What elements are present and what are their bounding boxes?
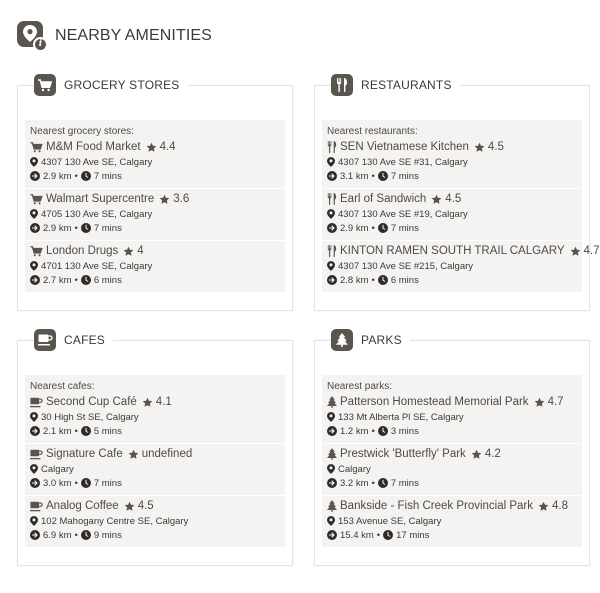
star-icon: [123, 246, 134, 257]
map-pin-icon: [30, 157, 38, 167]
item-rating: 4.2: [484, 448, 501, 460]
map-pin-icon: [30, 412, 38, 422]
item-time: 3 mins: [390, 425, 419, 437]
list-item[interactable]: [25, 137, 285, 189]
item-address: 4307 130 Ave SE, Calgary: [41, 156, 153, 168]
bullet-separator: •: [74, 170, 78, 182]
item-name[interactable]: Second Cup Café: [46, 396, 137, 408]
list-item[interactable]: [25, 241, 285, 293]
item-distance: 15.4 km: [340, 529, 374, 541]
utensils-icon: [331, 74, 353, 96]
clock-icon: [383, 530, 393, 540]
item-rating: 4.8: [552, 500, 569, 512]
amenity-list: [322, 375, 582, 548]
item-name[interactable]: Signature Cafe: [46, 448, 123, 460]
arrow-circle-icon: [30, 530, 40, 540]
cart-icon: [30, 194, 43, 205]
item-address: Calgary: [41, 463, 74, 475]
clock-icon: [81, 171, 91, 181]
clock-icon: [81, 530, 91, 540]
bullet-separator: •: [371, 222, 375, 234]
clock-icon: [378, 223, 388, 233]
bullet-separator: •: [74, 425, 78, 437]
item-distance: 2.1 km: [43, 425, 72, 437]
star-icon: [142, 397, 153, 408]
item-name[interactable]: London Drugs: [46, 245, 119, 257]
map-pin-icon: [327, 209, 335, 219]
arrow-circle-icon: [327, 530, 337, 540]
item-name[interactable]: KINTON RAMEN SOUTH TRAIL CALGARY: [340, 245, 565, 257]
bullet-separator: •: [371, 425, 375, 437]
item-distance: 6.9 km: [43, 529, 72, 541]
coffee-icon: [30, 449, 43, 460]
map-pin-info-icon: i: [17, 21, 47, 51]
item-time: 17 mins: [396, 529, 430, 541]
star-icon: [124, 501, 135, 512]
card-header: [34, 329, 113, 351]
amenity-card-cafes: [17, 333, 293, 566]
map-pin-icon: [327, 261, 335, 271]
arrow-circle-icon: [30, 426, 40, 436]
utensils-icon: [327, 141, 337, 153]
clock-icon: [81, 478, 91, 488]
list-item[interactable]: [322, 392, 582, 444]
item-address: 4307 130 Ave SE #19, Calgary: [338, 208, 468, 220]
item-distance: 2.8 km: [340, 274, 369, 286]
list-item[interactable]: [322, 444, 582, 496]
card-header: [331, 329, 410, 351]
item-name[interactable]: Bankside - Fish Creek Provincial Park: [340, 500, 534, 512]
item-distance: 3.0 km: [43, 477, 72, 489]
item-name[interactable]: Walmart Supercentre: [46, 193, 155, 205]
arrow-circle-icon: [327, 478, 337, 488]
page-title: NEARBY AMENITIES: [55, 27, 212, 44]
star-icon: [570, 246, 581, 257]
item-rating: 4.5: [487, 141, 504, 153]
bullet-separator: •: [371, 274, 375, 286]
map-pin-icon: [327, 464, 335, 474]
bullet-separator: •: [74, 529, 78, 541]
star-icon: [538, 501, 549, 512]
list-item[interactable]: [322, 496, 582, 548]
item-name[interactable]: M&M Food Market: [46, 141, 141, 153]
item-time: 9 mins: [93, 529, 122, 541]
item-rating: 3.6: [173, 193, 190, 205]
item-distance: 2.9 km: [340, 222, 369, 234]
star-icon: [471, 449, 482, 460]
arrow-circle-icon: [30, 171, 40, 181]
star-icon: [128, 449, 139, 460]
amenity-list: [25, 120, 285, 293]
item-address: 4705 130 Ave SE, Calgary: [41, 208, 153, 220]
item-address: 153 Avenue SE, Calgary: [338, 515, 442, 527]
item-rating: undefined: [141, 448, 193, 460]
item-address: 4307 130 Ave SE #215, Calgary: [338, 260, 474, 272]
cart-icon: [30, 246, 43, 257]
arrow-circle-icon: [30, 223, 40, 233]
utensils-icon: [327, 245, 337, 257]
card-title: CAFES: [64, 333, 106, 347]
item-time: 6 mins: [93, 274, 122, 286]
item-rating: 4.4: [159, 141, 176, 153]
map-pin-icon: [30, 261, 38, 271]
item-address: 4307 130 Ave SE #31, Calgary: [338, 156, 468, 168]
item-time: 7 mins: [390, 222, 419, 234]
item-time: 5 mins: [93, 425, 122, 437]
tree-icon: [327, 448, 337, 460]
coffee-icon: [34, 329, 56, 351]
item-name[interactable]: SEN Vietnamese Kitchen: [340, 141, 469, 153]
item-rating: 4.7: [547, 396, 564, 408]
clock-icon: [81, 223, 91, 233]
item-time: 7 mins: [93, 170, 122, 182]
list-item[interactable]: [322, 241, 600, 293]
map-pin-icon: [30, 209, 38, 219]
amenity-card-restaurants: [314, 78, 600, 311]
amenity-list: [25, 375, 285, 548]
bullet-separator: •: [371, 170, 375, 182]
item-time: 7 mins: [390, 477, 419, 489]
star-icon: [534, 397, 545, 408]
list-intro: Nearest restaurants:: [322, 120, 582, 137]
arrow-circle-icon: [327, 223, 337, 233]
item-time: 7 mins: [93, 477, 122, 489]
list-item[interactable]: [25, 189, 285, 241]
list-item[interactable]: [25, 392, 285, 444]
bullet-separator: •: [371, 477, 375, 489]
coffee-icon: [30, 501, 43, 512]
arrow-circle-icon: [30, 275, 40, 285]
star-icon: [474, 142, 485, 153]
item-name[interactable]: Earl of Sandwich: [340, 193, 427, 205]
clock-icon: [378, 171, 388, 181]
cart-icon: [30, 142, 43, 153]
clock-icon: [378, 478, 388, 488]
bullet-separator: •: [74, 274, 78, 286]
list-item[interactable]: [25, 444, 285, 496]
star-icon: [431, 194, 442, 205]
utensils-icon: [327, 193, 337, 205]
item-distance: 2.7 km: [43, 274, 72, 286]
coffee-icon: [30, 397, 43, 408]
item-rating: 4.5: [137, 500, 154, 512]
card-title: RESTAURANTS: [361, 78, 452, 92]
amenity-card-grocery-stores: [17, 78, 293, 311]
item-rating: 4: [137, 245, 144, 257]
item-rating: 4.5: [445, 193, 462, 205]
item-distance: 3.2 km: [340, 477, 369, 489]
clock-icon: [81, 426, 91, 436]
bullet-separator: •: [74, 222, 78, 234]
clock-icon: [378, 426, 388, 436]
map-pin-icon: [30, 464, 38, 474]
list-intro: Nearest cafes:: [25, 375, 285, 392]
map-pin-icon: [30, 516, 38, 526]
item-address: 102 Mahogany Centre SE, Calgary: [41, 515, 189, 527]
item-address: Calgary: [338, 463, 371, 475]
item-address: 133 Mt Alberta Pl SE, Calgary: [338, 411, 464, 423]
star-icon: [146, 142, 157, 153]
list-intro: Nearest grocery stores:: [25, 120, 285, 137]
item-time: 7 mins: [93, 222, 122, 234]
list-item[interactable]: [25, 496, 285, 548]
amenity-card-parks: [314, 333, 590, 566]
item-distance: 1.2 km: [340, 425, 369, 437]
card-header: [34, 74, 188, 96]
star-icon: [159, 194, 170, 205]
item-address: 30 High St SE, Calgary: [41, 411, 139, 423]
card-title: PARKS: [361, 333, 402, 347]
bullet-separator: •: [74, 477, 78, 489]
tree-icon: [327, 396, 337, 408]
clock-icon: [378, 275, 388, 285]
map-pin-icon: [327, 412, 335, 422]
item-time: 6 mins: [390, 274, 419, 286]
page-header: [17, 20, 212, 52]
arrow-circle-icon: [30, 478, 40, 488]
item-distance: 3.1 km: [340, 170, 369, 182]
amenity-list: [322, 120, 600, 293]
item-name[interactable]: Patterson Homestead Memorial Park: [340, 396, 529, 408]
tree-icon: [331, 329, 353, 351]
item-distance: 2.9 km: [43, 222, 72, 234]
item-name[interactable]: Prestwick 'Butterfly' Park: [340, 448, 466, 460]
arrow-circle-icon: [327, 426, 337, 436]
list-intro: Nearest parks:: [322, 375, 582, 392]
card-title: GROCERY STORES: [64, 78, 180, 92]
item-time: 7 mins: [390, 170, 419, 182]
clock-icon: [81, 275, 91, 285]
item-rating: 4.1: [155, 396, 172, 408]
list-item[interactable]: [322, 189, 582, 241]
item-name[interactable]: Analog Coffee: [46, 500, 119, 512]
tree-icon: [327, 500, 337, 512]
map-pin-icon: [327, 157, 335, 167]
arrow-circle-icon: [327, 275, 337, 285]
item-address: 4701 130 Ave SE, Calgary: [41, 260, 153, 272]
item-rating: 4.7: [583, 245, 600, 257]
list-item[interactable]: [322, 137, 582, 189]
map-pin-icon: [327, 516, 335, 526]
cart-icon: [34, 74, 56, 96]
arrow-circle-icon: [327, 171, 337, 181]
bullet-separator: •: [376, 529, 381, 541]
item-distance: 2.9 km: [43, 170, 72, 182]
card-header: [331, 74, 460, 96]
